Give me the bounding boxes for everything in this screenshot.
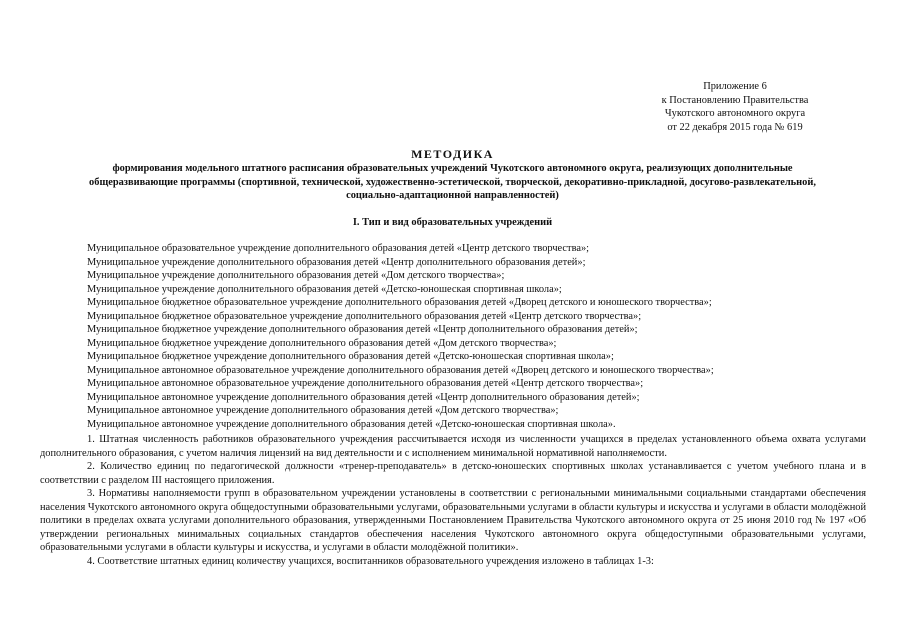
document-title: МЕТОДИКА <box>411 147 494 161</box>
paragraph: 1. Штатная численность работников образовательного учреждения рассчитывается исходя из численности учащихся в пределах установленного объема охвата услугами дополнительного образования, с учетом наличия лицензий на вид деятельности и с исполнением минимальной нормативной наполняемости. <box>40 434 866 459</box>
annex-line: к Постановлению Правительства <box>661 94 809 106</box>
list-item: Муниципальное образовательное учреждение дополнительного образования детей «Центр детского творчества»; <box>87 243 590 254</box>
list-item: Муниципальное автономное учреждение дополнительного образования детей «Центр дополнительного образования детей»; <box>87 391 640 403</box>
annex-line: Приложение 6 <box>703 81 767 92</box>
paragraph: 2. Количество единиц по педагогической должности «тренер-преподаватель» в детско-юношеских спортивных школах устанавливается с учетом учебного плана и в соответствии с разделом III настоящего приложения. <box>40 461 866 486</box>
institution-list <box>87 242 867 431</box>
list-item: Муниципальное учреждение дополнительного образования детей «Детско-юношеская спортивная школа»; <box>87 283 562 295</box>
list-item: Муниципальное автономное учреждение дополнительного образования детей «Дом детского творчества»; <box>87 405 559 416</box>
list-item: Муниципальное бюджетное образовательное учреждение дополнительного образования детей «Дворец детского и юношеского творчества»; <box>87 297 712 308</box>
section-heading: I. Тип и вид образовательных учреждений <box>352 217 553 228</box>
list-item: Муниципальное бюджетное учреждение дополнительного образования детей «Дом детского творчества»; <box>87 337 557 349</box>
list-item: Муниципальное бюджетное учреждение дополнительного образования детей «Центр дополнительного образования детей»; <box>87 324 638 335</box>
annex-line: от 22 декабря 2015 года № 619 <box>667 121 803 133</box>
subtitle-line: формирования модельного штатного расписания образовательных учреждений Чукотского автономного округа, реализующих дополнительные <box>112 163 793 174</box>
annex-line: Чукотского автономного округа <box>664 108 806 119</box>
list-item: Муниципальное автономное учреждение дополнительного образования детей «Детско-юношеская спортивная школа». <box>87 418 616 430</box>
subtitle-line: социально-адаптационной направленностей) <box>346 190 559 201</box>
paragraph: 3. Нормативы наполняемости групп в образовательном учреждении установлены в соответствии с региональными минимальными социальными стандартами обеспечения населения Чукотского автономного округа общедоступными образовательными услугами, образовательными услугами в области культуры и искусства и услугами в области молодёжной политики в пределах охвата услугами дополнительного образования, утвержденными Постановлением Правительства Чукотского автономного округа от 25 июня 2010 год № 197 «Об утверждении региональных минимальных социальных стандартов обеспечения населения Чукотского автономного округа общедоступными образовательными услугами, образовательными услугами в области культуры и искусства, и услугами в области молодёжной политики». <box>40 488 867 553</box>
annex-header <box>605 80 865 134</box>
document-subtitle <box>40 162 865 203</box>
paragraph: 4. Соответствие штатных единиц количеству учащихся, воспитанников образовательного учреждения изложено в таблицах 1-3: <box>87 555 654 567</box>
list-item: Муниципальное автономное образовательное учреждение дополнительного образования детей «Дворец детского и юношеского творчества»; <box>87 364 714 376</box>
list-item: Муниципальное учреждение дополнительного образования детей «Дом детского творчества»; <box>87 270 505 281</box>
subtitle-line: общеразвивающие программы (спортивной, технической, художественно-эстетической, творческой, декоративно-прикладной, досугово-развлекательной, <box>89 176 816 188</box>
list-item: Муниципальное учреждение дополнительного образования детей «Центр дополнительного образования детей»; <box>87 256 586 268</box>
list-item: Муниципальное бюджетное учреждение дополнительного образования детей «Детско-юношеская спортивная школа»; <box>87 351 614 362</box>
list-item: Муниципальное автономное образовательное учреждение дополнительного образования детей «Центр детского творчества»; <box>87 378 644 389</box>
list-item: Муниципальное бюджетное образовательное учреждение дополнительного образования детей «Центр детского творчества»; <box>87 310 642 322</box>
body-paragraphs <box>40 433 866 568</box>
